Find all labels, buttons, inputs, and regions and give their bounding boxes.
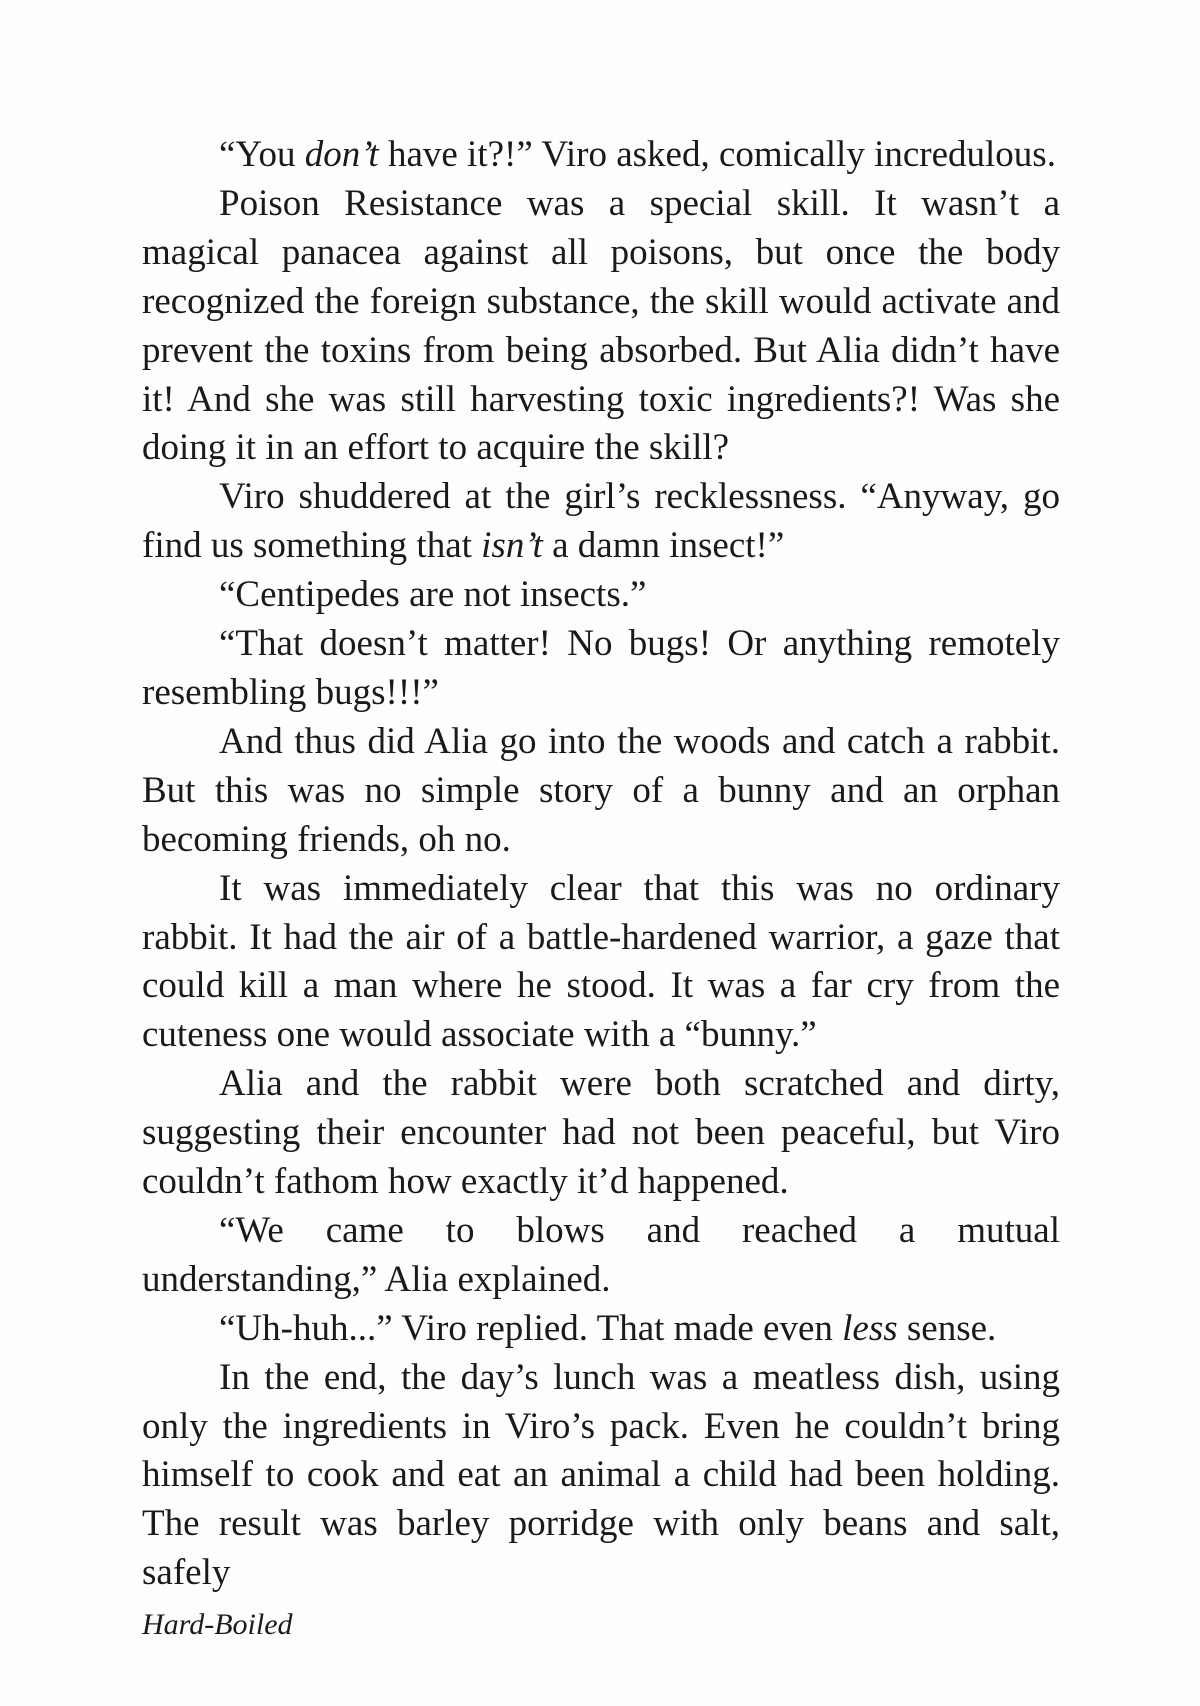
paragraph-text: “You	[219, 134, 305, 175]
paragraph-text: In the end, the day’s lunch was a meatless dish, using only the ingredients in Viro’s pack. Even he couldn’t bring himself to cook and eat an animal a child had been holding. The result was barley porridge with only beans and salt, safely	[142, 1356, 1060, 1594]
paragraph	[142, 1305, 1060, 1354]
paragraph-text: sense.	[897, 1307, 997, 1349]
paragraph	[142, 473, 1060, 571]
paragraph	[142, 571, 1060, 620]
paragraph-text: Alia and the rabbit were both scratched and dirty, suggesting their encounter had not been peaceful, but Viro couldn’t fathom how exactly it’d happened.	[142, 1063, 1060, 1203]
paragraph-text: “Centipedes are not insects.”	[219, 574, 647, 616]
paragraph	[142, 1207, 1060, 1305]
paragraph	[142, 131, 1060, 180]
paragraph-text: “That doesn’t matter! No bugs! Or anything remotely resembling bugs!!!”	[142, 623, 1060, 713]
body-text	[142, 131, 1060, 1598]
italic-text: isn’t	[481, 525, 543, 567]
italic-text: less	[842, 1307, 898, 1349]
paragraph-text: a damn insect!”	[542, 525, 785, 567]
paragraph	[142, 718, 1060, 865]
paragraph-text: It was immediately clear that this was no ordinary rabbit. It had the air of a battle-hardened warrior, a gaze that could kill a man where he stood. It was a far cry from the cuteness one would associate with a “bunny.”	[142, 867, 1060, 1056]
paragraph-text: have it?!” Viro asked, comically incredulous.	[378, 134, 1056, 175]
paragraph	[142, 865, 1060, 1061]
paragraph-text: Viro shuddered at the girl’s recklessness. “Anyway, go find us something that	[142, 476, 1060, 567]
paragraph	[142, 180, 1060, 473]
paragraph	[142, 620, 1060, 718]
italic-text: don’t	[304, 134, 379, 175]
paragraph-text: And thus did Alia go into the woods and catch a rabbit. But this was no simple story of a bunny and an orphan becoming friends, oh no.	[142, 720, 1060, 860]
paragraph	[142, 1354, 1060, 1599]
paragraph-text: “We came to blows and reached a mutual understanding,” Alia explained.	[142, 1209, 1060, 1300]
running-footer-title: Hard-Boiled	[142, 1608, 293, 1641]
paragraph	[142, 1060, 1060, 1207]
paragraph-text: Poison Resistance was a special skill. It wasn’t a magical panacea against all poisons, but once the body recognized the foreign substance, the skill would activate and prevent the toxins from being absorbed. But Alia didn’t have it! And she was still harvesting toxic ingredients?! Was she doing it in an effort to acquire the skill?	[142, 182, 1060, 469]
paragraph-text: “Uh-huh...” Viro replied. That made even	[219, 1307, 843, 1349]
